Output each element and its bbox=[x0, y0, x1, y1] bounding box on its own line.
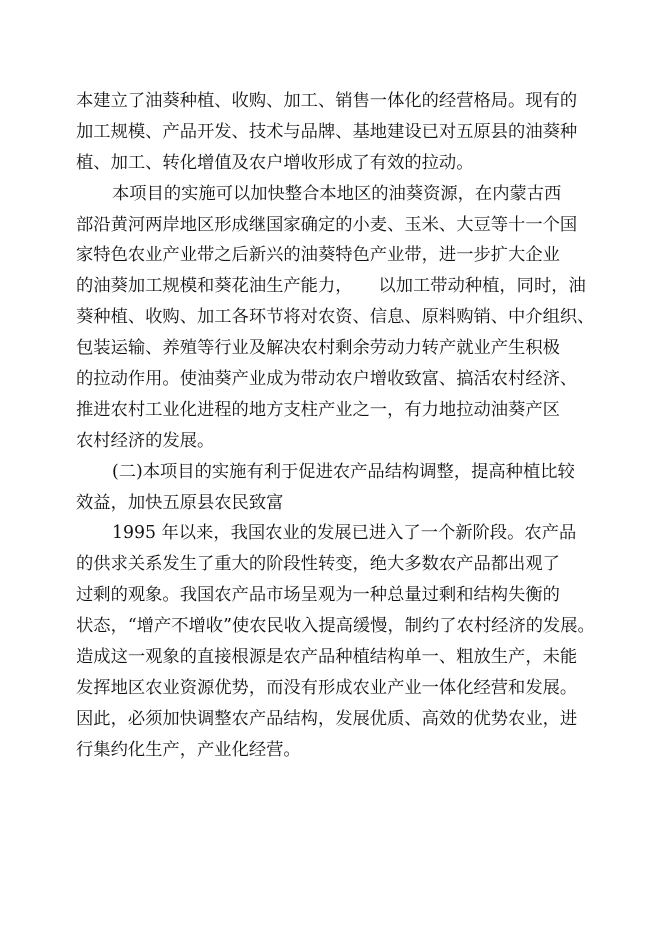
text-line: 发挥地区农业资源优势，而没有形成农业产业一体化经营和发展。 bbox=[76, 677, 578, 698]
text-line: 本建立了油葵种植、收购、加工、销售一体化的经营格局。现有的 bbox=[76, 91, 578, 111]
text-line: 过剩的观象。我国农产品市场呈观为一种总量过剩和结构失衡的 bbox=[76, 585, 560, 606]
text-line: 加工规模、产品开发、技术与品牌、基地建设已对五原县的油葵种 bbox=[76, 121, 578, 142]
text-line: 造成这一观象的直接根源是农产品种植结构单一、粗放生产，未能 bbox=[76, 647, 578, 668]
text-line: 推进农村工业化进程的地方支柱产业之一，有力地拉动油葵产区 bbox=[76, 399, 560, 420]
text-line: 状态，“增产不增收”使农民收入提高缓慢，制约了农村经济的发展。 bbox=[76, 616, 595, 637]
text-line: 的供求关系发生了重大的阶段性转变，绝大多数农产品都出观了 bbox=[76, 554, 560, 575]
text-line: 葵种植、收购、加工各环节将对农资、信息、原料购销、中介组织、 bbox=[76, 307, 595, 328]
text-line: 因此，必须加快调整农产品结构，发展优质、高效的优势农业，进 bbox=[76, 708, 578, 729]
text-line: 的拉动作用。使油葵产业成为带动农户增收致富、搞活农村经济、 bbox=[76, 369, 578, 390]
text-line: 农村经济的发展。 bbox=[76, 430, 215, 451]
document-body bbox=[76, 86, 595, 766]
text-line: 的油葵加工规模和葵花油生产能力， 以加工带动种植，同时，油 bbox=[76, 276, 586, 297]
text-line: 家特色农业产业带之后新兴的油葵特色产业带，进一步扩大企业 bbox=[76, 245, 560, 266]
section-heading bbox=[76, 457, 586, 519]
text-line: 包装运输、养殖等行业及解决农村剩余劳动力转产就业产生积极 bbox=[76, 338, 560, 359]
text-line: 行集约化生产，产业化经营。 bbox=[76, 739, 301, 760]
text-line: 部沿黄河两岸地区形成继国家确定的小麦、玉米、大豆等十一个国 bbox=[76, 214, 578, 235]
heading-line: 效益，加快五原县农民致富 bbox=[76, 492, 284, 513]
paragraph-1 bbox=[76, 86, 586, 179]
text-line: 植、加工、转化增值及农户增收形成了有效的拉动。 bbox=[76, 152, 474, 173]
paragraph-3 bbox=[76, 518, 595, 765]
heading-line: (二)本项目的实施有利于促进农产品结构调整，提高种植比较 bbox=[112, 461, 575, 482]
text-line: 本项目的实施可以加快整合本地区的油葵资源，在内蒙古西 bbox=[112, 183, 562, 204]
paragraph-2 bbox=[76, 179, 595, 457]
text-line: 1995 年以来，我国农业的发展已进入了一个新阶段。农产品 bbox=[112, 523, 577, 544]
